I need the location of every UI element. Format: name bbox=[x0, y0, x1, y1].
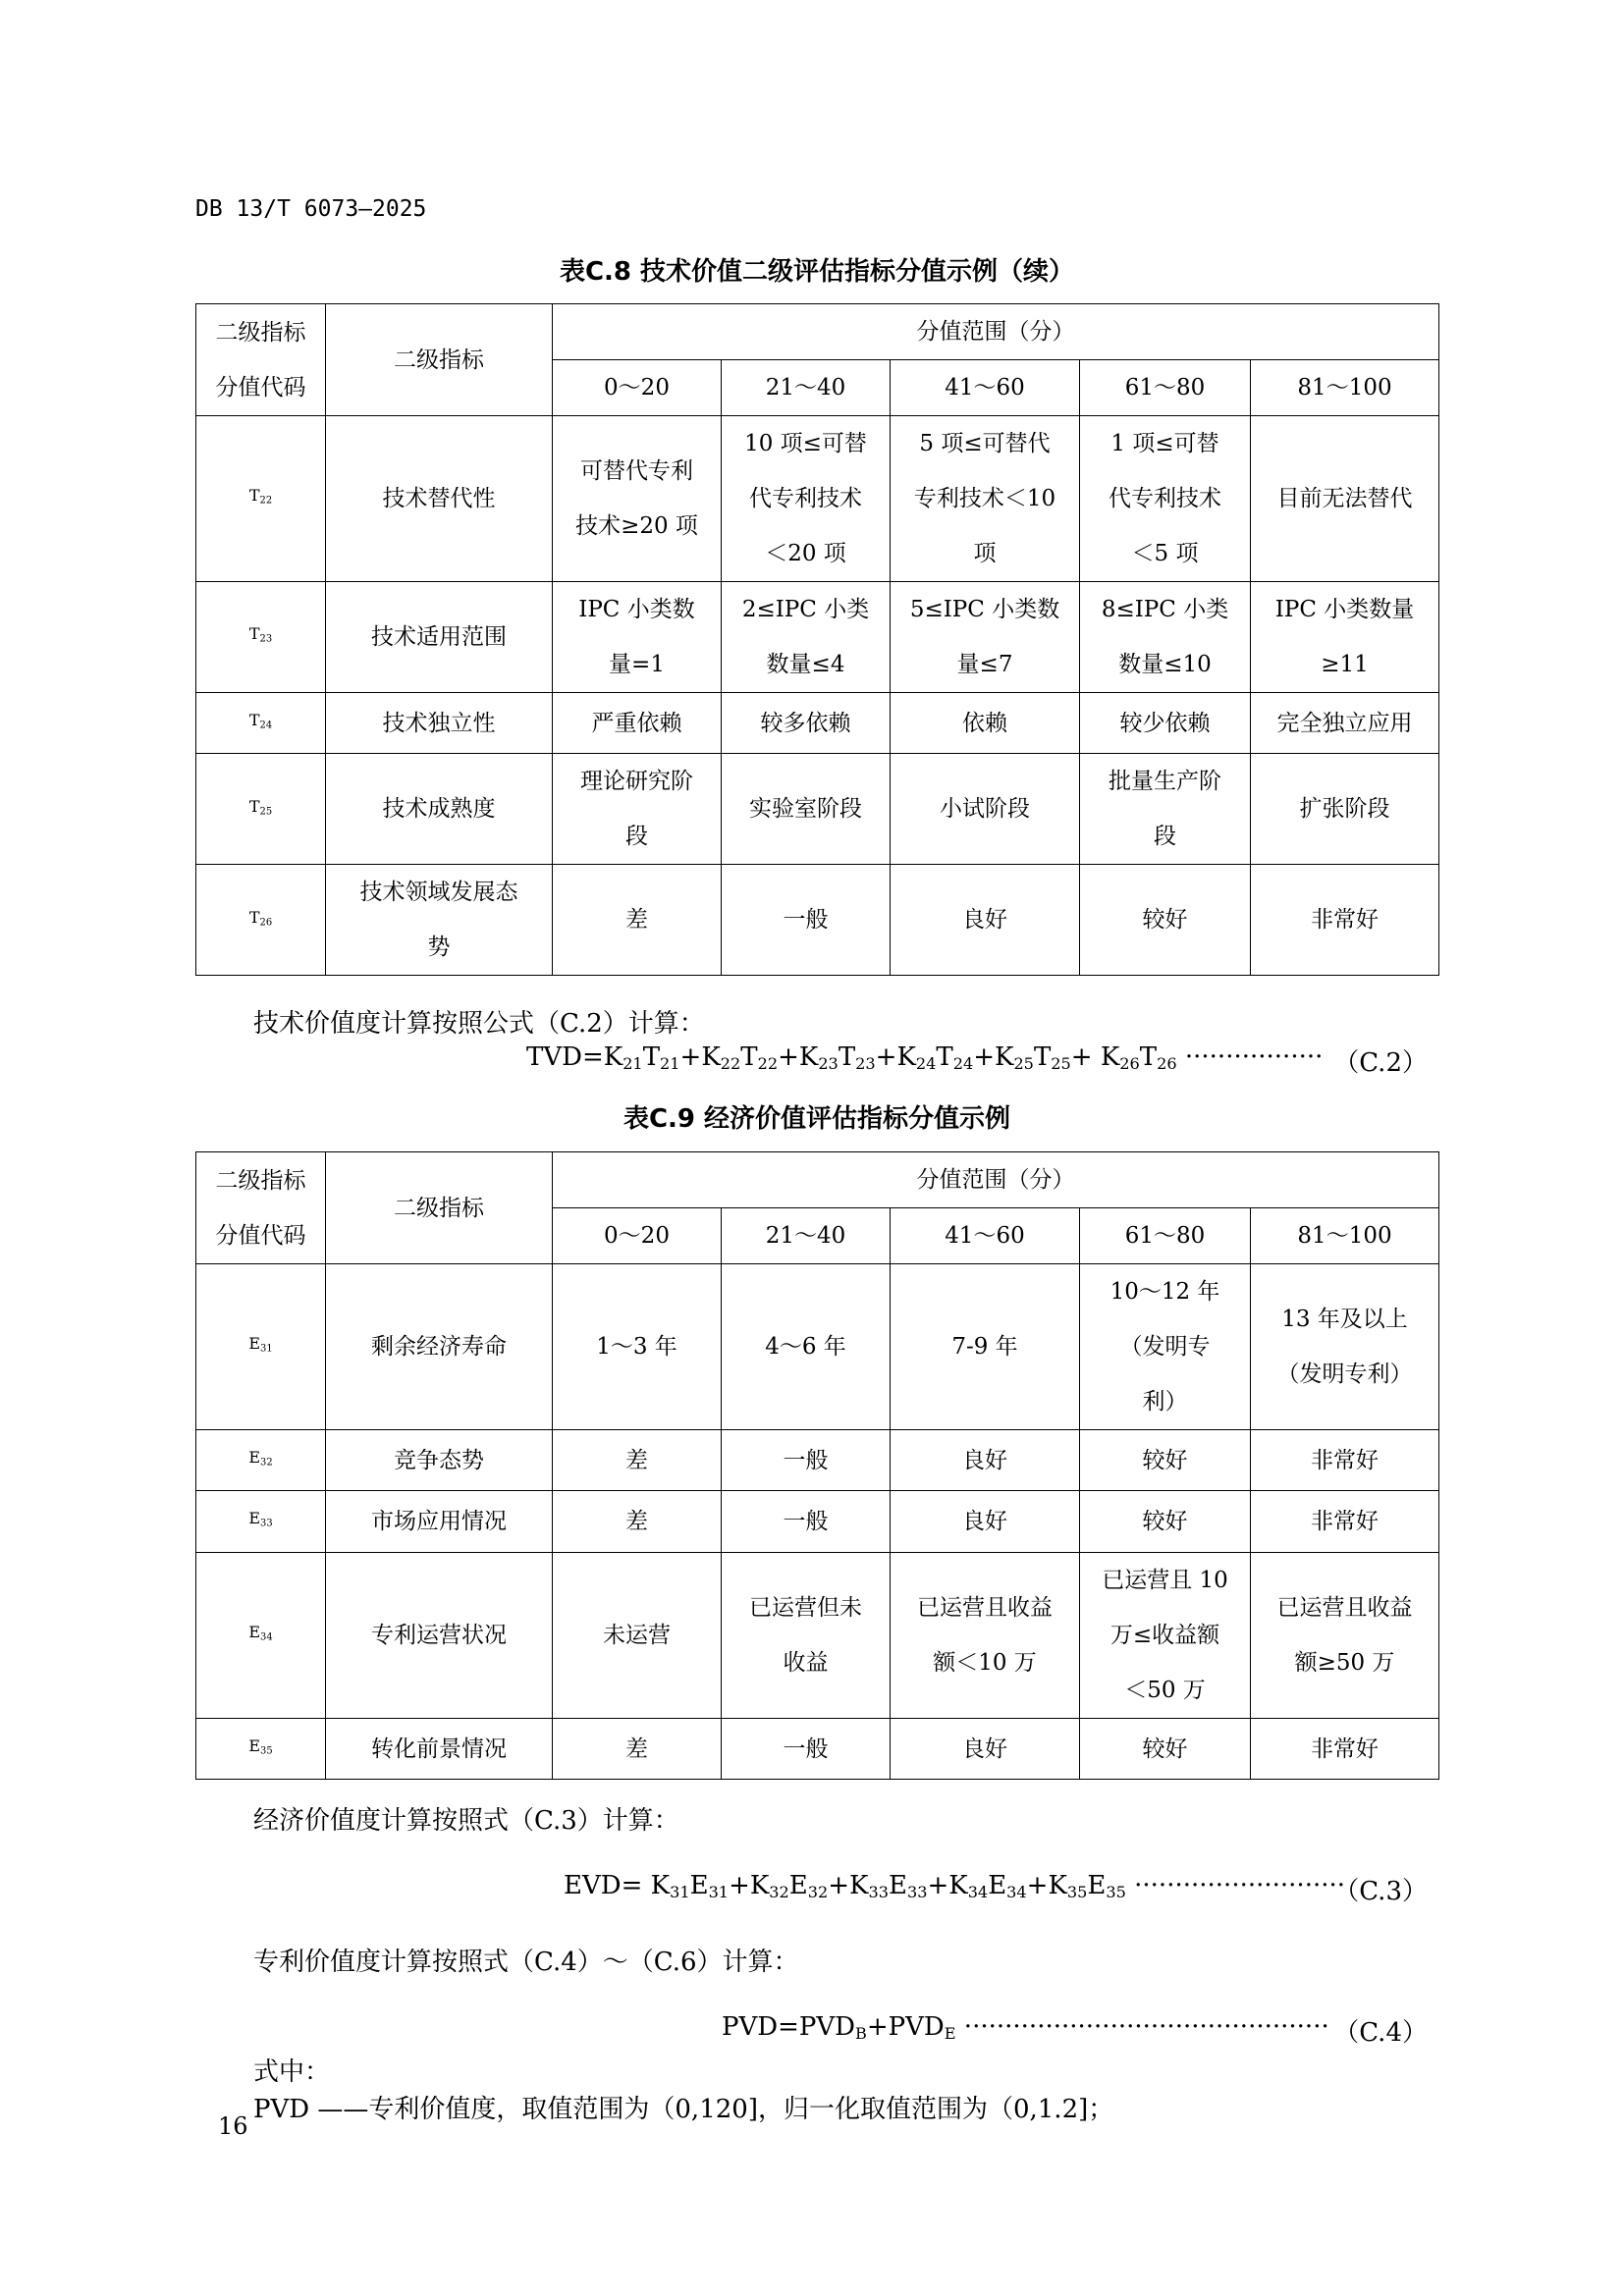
table-row bbox=[196, 1491, 1439, 1552]
score-cell-5 bbox=[1251, 865, 1439, 976]
cell-line: 严重依赖 bbox=[591, 710, 682, 736]
formula-subscript: 24 bbox=[952, 1054, 974, 1074]
formula-subscript: 24 bbox=[915, 1054, 937, 1074]
score-cell-1 bbox=[553, 1430, 722, 1491]
formula-term: E bbox=[788, 1871, 808, 1900]
cell-line: 差 bbox=[625, 1447, 648, 1473]
formula-subscript: 23 bbox=[855, 1054, 876, 1074]
cell-line: 非常好 bbox=[1311, 1447, 1379, 1473]
formula-c4 bbox=[722, 2012, 1329, 2043]
table-row bbox=[196, 416, 1439, 582]
cell-line: ＜50 万 bbox=[1124, 1677, 1206, 1703]
header-range-3: 41～60 bbox=[891, 360, 1080, 416]
cell-line: 项 bbox=[973, 541, 997, 566]
formula-c4-dots: ············································· bbox=[955, 2012, 1329, 2042]
score-cell-3 bbox=[891, 1264, 1080, 1430]
cell-line: 已运营且 10 bbox=[1102, 1567, 1228, 1593]
cell-line: 万≤收益额 bbox=[1109, 1622, 1220, 1648]
cell-line: 数量≤4 bbox=[766, 652, 845, 677]
indicator-code bbox=[196, 1264, 326, 1430]
score-cell-3 bbox=[891, 693, 1080, 754]
cell-line: 技术独立性 bbox=[382, 710, 496, 736]
formula-term: +K bbox=[679, 1042, 721, 1072]
score-cell-1 bbox=[553, 1718, 722, 1779]
score-cell-5 bbox=[1251, 582, 1439, 693]
formula-term: T bbox=[838, 1042, 856, 1072]
header-range-1: 0～20 bbox=[553, 360, 722, 416]
score-cell-4 bbox=[1080, 1552, 1251, 1718]
formula-subscript: 26 bbox=[1157, 1054, 1177, 1074]
score-cell-4 bbox=[1080, 865, 1251, 976]
score-cell-1 bbox=[553, 693, 722, 754]
indicator-code-letter: E bbox=[248, 1735, 261, 1755]
cell-line: 扩张阶段 bbox=[1299, 796, 1390, 823]
cell-line: 段 bbox=[625, 824, 648, 850]
cell-line: 10～12 年 bbox=[1109, 1279, 1220, 1305]
cell-line: 竞争态势 bbox=[394, 1447, 484, 1473]
formula-subscript: 23 bbox=[818, 1054, 839, 1074]
score-cell-4 bbox=[1080, 416, 1251, 582]
indicator-code-subscript: 23 bbox=[259, 633, 273, 645]
indicator-code-subscript: 25 bbox=[259, 806, 273, 818]
formula-term: E bbox=[1087, 1871, 1107, 1900]
cell-line: 代专利技术 bbox=[749, 486, 862, 511]
cell-line: 良好 bbox=[962, 1509, 1007, 1535]
score-cell-2 bbox=[722, 1491, 891, 1552]
header-range-2: 21～40 bbox=[722, 1208, 891, 1264]
indicator-code-subscript: 33 bbox=[260, 1518, 273, 1529]
indicator-code bbox=[196, 416, 326, 582]
cell-line: 收益 bbox=[783, 1649, 829, 1676]
cell-line: 量=1 bbox=[609, 652, 665, 677]
cell-line: （发明专 bbox=[1119, 1334, 1211, 1360]
score-cell-3 bbox=[891, 754, 1080, 865]
indicator-code-subscript: 24 bbox=[259, 720, 273, 731]
cell-line: 1～3 年 bbox=[596, 1334, 677, 1360]
formula-term: E bbox=[689, 1871, 709, 1900]
cell-line: ≥11 bbox=[1321, 652, 1369, 677]
header-range-5: 81～100 bbox=[1251, 1208, 1439, 1264]
header-code bbox=[196, 304, 326, 416]
cell-line: 理论研究阶 bbox=[580, 769, 693, 795]
document-code: DB 13/T 6073—2025 bbox=[195, 196, 427, 222]
table-c9 bbox=[195, 1151, 1439, 1780]
indicator-code-subscript: 35 bbox=[260, 1745, 273, 1757]
formula-term: T bbox=[740, 1042, 758, 1072]
table-row bbox=[196, 693, 1439, 754]
header-range: 分值范围（分） bbox=[553, 1152, 1439, 1208]
score-cell-3 bbox=[891, 1718, 1080, 1779]
header-range: 分值范围（分） bbox=[553, 304, 1439, 360]
cell-line: 额≥50 万 bbox=[1294, 1649, 1395, 1676]
cell-line: 非常好 bbox=[1311, 907, 1379, 934]
header-range-1: 0～20 bbox=[553, 1208, 722, 1264]
indicator-name bbox=[326, 416, 553, 582]
score-cell-3 bbox=[891, 1491, 1080, 1552]
cell-line: 代专利技术 bbox=[1109, 486, 1221, 511]
formula-subscript: 25 bbox=[1013, 1054, 1034, 1074]
cell-line: 8≤IPC 小类 bbox=[1101, 597, 1229, 622]
formula-term: +K bbox=[778, 1042, 819, 1072]
cell-line: 差 bbox=[625, 1509, 648, 1535]
cell-line: 实验室阶段 bbox=[749, 796, 862, 823]
cell-line: 已运营且收益 bbox=[1276, 1594, 1413, 1621]
cell-line: 小试阶段 bbox=[940, 796, 1030, 823]
score-cell-4 bbox=[1080, 582, 1251, 693]
cell-line: 5≤IPC 小类数 bbox=[909, 597, 1060, 622]
indicator-code-subscript: 34 bbox=[260, 1631, 273, 1643]
cell-line: 未运营 bbox=[603, 1622, 671, 1648]
cell-line: 技术适用范围 bbox=[371, 624, 507, 650]
formula-subscript: 34 bbox=[1006, 1883, 1027, 1902]
table-row bbox=[196, 582, 1439, 693]
indicator-code-subscript: 26 bbox=[259, 917, 273, 929]
indicator-code bbox=[196, 1491, 326, 1552]
formula-term: +PVD bbox=[866, 2012, 945, 2042]
header-range-5: 81～100 bbox=[1251, 360, 1439, 416]
formula-c2-number: （C.2） bbox=[1333, 1048, 1428, 1078]
indicator-name bbox=[326, 1552, 553, 1718]
indicator-code-subscript: 32 bbox=[260, 1457, 273, 1468]
indicator-name bbox=[326, 693, 553, 754]
indicator-name bbox=[326, 1491, 553, 1552]
score-cell-1 bbox=[553, 1264, 722, 1430]
formula-term: T bbox=[642, 1042, 661, 1072]
formula-c3-dots: ·························· bbox=[1125, 1871, 1346, 1900]
cell-line: 转化前景情况 bbox=[371, 1735, 507, 1762]
indicator-name bbox=[326, 1718, 553, 1779]
cell-line: 段 bbox=[1154, 824, 1176, 850]
indicator-code bbox=[196, 1552, 326, 1718]
cell-line: （发明专利） bbox=[1276, 1362, 1413, 1387]
indicator-code-subscript: 31 bbox=[260, 1343, 273, 1355]
score-cell-1 bbox=[553, 754, 722, 865]
cell-line: 10 项≤可替 bbox=[744, 431, 867, 456]
formula-term: T bbox=[1033, 1042, 1052, 1072]
cell-line: IPC 小类数量 bbox=[1274, 597, 1415, 622]
cell-line: 额＜10 万 bbox=[933, 1649, 1037, 1676]
header-indicator: 二级指标 bbox=[326, 1152, 553, 1264]
cell-line: 量≤7 bbox=[956, 652, 1013, 677]
cell-line: 一般 bbox=[783, 1735, 829, 1762]
formula-term: E bbox=[888, 1871, 907, 1900]
formula-term: E bbox=[988, 1871, 1007, 1900]
cell-line: 较多依赖 bbox=[760, 710, 851, 736]
score-cell-3 bbox=[891, 1430, 1080, 1491]
formula-c2-dots: ················· bbox=[1176, 1042, 1324, 1072]
indicator-name bbox=[326, 754, 553, 865]
table-c9-body bbox=[196, 1152, 1439, 1780]
formula-c4-body bbox=[722, 2012, 956, 2042]
cell-line: 差 bbox=[625, 907, 648, 934]
header-indicator: 二级指标 bbox=[326, 304, 553, 416]
score-cell-3 bbox=[891, 416, 1080, 582]
formula-term: TVD=K bbox=[526, 1042, 623, 1072]
cell-line: 较少依赖 bbox=[1119, 710, 1211, 736]
cell-line: 13 年及以上 bbox=[1281, 1307, 1408, 1332]
indicator-code bbox=[196, 865, 326, 976]
score-cell-5 bbox=[1251, 416, 1439, 582]
text-tvd-intro: 技术价值度计算按照公式（C.2）计算： bbox=[253, 1009, 705, 1039]
cell-line: 7-9 年 bbox=[951, 1334, 1018, 1360]
cell-line: 已运营但未 bbox=[749, 1594, 862, 1621]
cell-line: 依赖 bbox=[962, 710, 1007, 736]
indicator-name bbox=[326, 1430, 553, 1491]
table-c8-body bbox=[196, 304, 1439, 976]
score-cell-4 bbox=[1080, 693, 1251, 754]
score-cell-2 bbox=[722, 416, 891, 582]
cell-line: 一般 bbox=[783, 1509, 829, 1535]
table-c8-caption: 表C.8 技术价值二级评估指标分值示例（续） bbox=[559, 257, 1075, 287]
table-header-row bbox=[196, 304, 1439, 360]
score-cell-2 bbox=[722, 1430, 891, 1491]
cell-line: 剩余经济寿命 bbox=[371, 1334, 507, 1360]
score-cell-5 bbox=[1251, 1718, 1439, 1779]
header-code-line: 二级指标 bbox=[215, 319, 306, 346]
cell-line: 技术领域发展态 bbox=[359, 880, 518, 906]
cell-line: 数量≤10 bbox=[1118, 652, 1212, 677]
score-cell-1 bbox=[553, 865, 722, 976]
score-cell-5 bbox=[1251, 1552, 1439, 1718]
indicator-code bbox=[196, 1430, 326, 1491]
text-pvd-intro: 专利价值度计算按照式（C.4）～（C.6）计算： bbox=[253, 1948, 799, 1977]
table-row bbox=[196, 1430, 1439, 1491]
cell-line: 非常好 bbox=[1311, 1509, 1379, 1535]
header-range-4: 61～80 bbox=[1080, 1208, 1251, 1264]
cell-line: 技术成熟度 bbox=[382, 796, 496, 823]
formula-term: T bbox=[1139, 1042, 1158, 1072]
indicator-code bbox=[196, 582, 326, 693]
cell-line: ＜20 项 bbox=[765, 541, 846, 566]
score-cell-2 bbox=[722, 1552, 891, 1718]
score-cell-4 bbox=[1080, 1430, 1251, 1491]
score-cell-2 bbox=[722, 865, 891, 976]
score-cell-4 bbox=[1080, 1718, 1251, 1779]
score-cell-5 bbox=[1251, 693, 1439, 754]
cell-line: 1 项≤可替 bbox=[1110, 431, 1219, 456]
cell-line: 较好 bbox=[1142, 907, 1188, 934]
formula-term: + K bbox=[1070, 1042, 1120, 1072]
indicator-code bbox=[196, 754, 326, 865]
formula-subscript: 22 bbox=[757, 1054, 779, 1074]
cell-line: 4～6 年 bbox=[765, 1334, 846, 1360]
indicator-name bbox=[326, 865, 553, 976]
indicator-code-letter: T bbox=[248, 796, 260, 816]
header-range-3: 41～60 bbox=[891, 1208, 1080, 1264]
cell-line: 技术≥20 项 bbox=[575, 513, 698, 539]
table-header-row bbox=[196, 1152, 1439, 1208]
indicator-name bbox=[326, 1264, 553, 1430]
cell-line: ＜5 项 bbox=[1131, 541, 1199, 566]
indicator-code-letter: E bbox=[248, 1334, 261, 1354]
formula-c4-number: （C.4） bbox=[1333, 2018, 1428, 2048]
cell-line: 势 bbox=[427, 934, 451, 961]
score-cell-5 bbox=[1251, 1430, 1439, 1491]
formula-term: +K bbox=[729, 1871, 770, 1900]
cell-line: 完全独立应用 bbox=[1276, 710, 1413, 736]
cell-line: 较好 bbox=[1142, 1735, 1188, 1762]
cell-line: 批量生产阶 bbox=[1109, 769, 1221, 795]
formula-c2-body bbox=[526, 1042, 1177, 1072]
cell-line: 一般 bbox=[783, 907, 829, 934]
header-range-2: 21～40 bbox=[722, 360, 891, 416]
cell-line: 较好 bbox=[1142, 1447, 1188, 1473]
formula-subscript: 21 bbox=[660, 1054, 680, 1074]
formula-term: +K bbox=[1026, 1871, 1067, 1900]
header-code-line: 二级指标 bbox=[215, 1167, 306, 1194]
formula-c3 bbox=[564, 1871, 1345, 1901]
score-cell-2 bbox=[722, 582, 891, 693]
score-cell-4 bbox=[1080, 1264, 1251, 1430]
cell-line: 目前无法替代 bbox=[1276, 486, 1413, 511]
formula-subscript: 31 bbox=[670, 1883, 690, 1902]
formula-term: +K bbox=[973, 1042, 1014, 1072]
score-cell-5 bbox=[1251, 1264, 1439, 1430]
formula-term: +K bbox=[927, 1871, 968, 1900]
score-cell-2 bbox=[722, 1718, 891, 1779]
formula-subscript: 26 bbox=[1119, 1054, 1140, 1074]
indicator-code bbox=[196, 693, 326, 754]
formula-subscript: 22 bbox=[720, 1054, 741, 1074]
cell-line: 可替代专利 bbox=[580, 458, 693, 484]
table-row bbox=[196, 754, 1439, 865]
table-row bbox=[196, 1552, 1439, 1718]
text-pvd-definition: PVD ——专利价值度，取值范围为（0,120]，归一化取值范围为（0,1.2]； bbox=[253, 2095, 1114, 2124]
cell-line: 市场应用情况 bbox=[371, 1509, 507, 1535]
score-cell-3 bbox=[891, 1552, 1080, 1718]
score-cell-5 bbox=[1251, 1491, 1439, 1552]
formula-subscript: 31 bbox=[708, 1883, 730, 1902]
score-cell-1 bbox=[553, 1491, 722, 1552]
cell-line: 良好 bbox=[962, 907, 1007, 934]
formula-subscript: B bbox=[855, 2024, 867, 2044]
score-cell-1 bbox=[553, 416, 722, 582]
formula-subscript: 35 bbox=[1066, 1883, 1088, 1902]
indicator-code-letter: T bbox=[248, 486, 260, 506]
cell-line: 利） bbox=[1142, 1389, 1188, 1415]
table-row bbox=[196, 865, 1439, 976]
score-cell-1 bbox=[553, 1552, 722, 1718]
header-code bbox=[196, 1152, 326, 1264]
indicator-code-subscript: 22 bbox=[259, 495, 273, 507]
formula-subscript: 33 bbox=[868, 1883, 889, 1902]
score-cell-2 bbox=[722, 754, 891, 865]
cell-line: 差 bbox=[625, 1735, 648, 1762]
indicator-code bbox=[196, 1718, 326, 1779]
formula-subscript: E bbox=[944, 2024, 956, 2044]
cell-line: 良好 bbox=[962, 1735, 1007, 1762]
formula-c3-body bbox=[564, 1871, 1126, 1900]
formula-c2 bbox=[526, 1042, 1323, 1073]
indicator-code-letter: T bbox=[248, 711, 260, 729]
table-row bbox=[196, 1264, 1439, 1430]
header-code-line: 分值代码 bbox=[215, 374, 306, 400]
header-code-line: 分值代码 bbox=[215, 1222, 306, 1249]
cell-line: 非常好 bbox=[1311, 1735, 1379, 1762]
cell-line: 专利运营状况 bbox=[371, 1622, 507, 1648]
indicator-code-letter: E bbox=[248, 1448, 261, 1467]
indicator-code-letter: T bbox=[248, 624, 260, 644]
formula-term: EVD= K bbox=[564, 1871, 671, 1900]
score-cell-3 bbox=[891, 582, 1080, 693]
header-range-4: 61～80 bbox=[1080, 360, 1251, 416]
formula-subscript: 21 bbox=[622, 1054, 643, 1074]
score-cell-3 bbox=[891, 865, 1080, 976]
cell-line: 一般 bbox=[783, 1447, 829, 1473]
cell-line: 2≤IPC 小类 bbox=[741, 597, 870, 622]
score-cell-5 bbox=[1251, 754, 1439, 865]
cell-line: 较好 bbox=[1142, 1509, 1188, 1535]
indicator-code-letter: E bbox=[248, 1623, 261, 1642]
cell-line: 技术替代性 bbox=[382, 486, 496, 511]
score-cell-1 bbox=[553, 582, 722, 693]
table-row bbox=[196, 1718, 1439, 1779]
cell-line: 良好 bbox=[962, 1447, 1007, 1473]
score-cell-4 bbox=[1080, 1491, 1251, 1552]
formula-term: T bbox=[936, 1042, 953, 1072]
formula-c3-number: （C.3） bbox=[1333, 1877, 1428, 1906]
formula-subscript: 32 bbox=[807, 1883, 829, 1902]
score-cell-2 bbox=[722, 693, 891, 754]
indicator-code-letter: T bbox=[248, 907, 260, 927]
formula-subscript: 32 bbox=[769, 1883, 789, 1902]
cell-line: IPC 小类数 bbox=[578, 597, 695, 622]
cell-line: 专利技术＜10 bbox=[913, 486, 1056, 511]
table-c9-caption: 表C.9 经济价值评估指标分值示例 bbox=[622, 1104, 1011, 1134]
page-number: 16 bbox=[218, 2112, 248, 2140]
score-cell-2 bbox=[722, 1264, 891, 1430]
indicator-code-letter: E bbox=[248, 1509, 261, 1528]
text-evd-intro: 经济价值度计算按照式（C.3）计算： bbox=[253, 1806, 679, 1836]
formula-term: +K bbox=[828, 1871, 869, 1900]
cell-line: 已运营且收益 bbox=[917, 1594, 1053, 1621]
formula-term: PVD=PVD bbox=[722, 2012, 856, 2042]
table-c8 bbox=[195, 303, 1439, 976]
formula-subscript: 33 bbox=[906, 1883, 928, 1902]
cell-line: 5 项≤可替代 bbox=[919, 431, 1051, 456]
score-cell-4 bbox=[1080, 754, 1251, 865]
formula-subscript: 35 bbox=[1106, 1883, 1126, 1902]
formula-subscript: 25 bbox=[1051, 1054, 1071, 1074]
formula-subscript: 34 bbox=[967, 1883, 989, 1902]
formula-term: +K bbox=[875, 1042, 916, 1072]
text-where: 式中： bbox=[253, 2057, 331, 2087]
indicator-name bbox=[326, 582, 553, 693]
